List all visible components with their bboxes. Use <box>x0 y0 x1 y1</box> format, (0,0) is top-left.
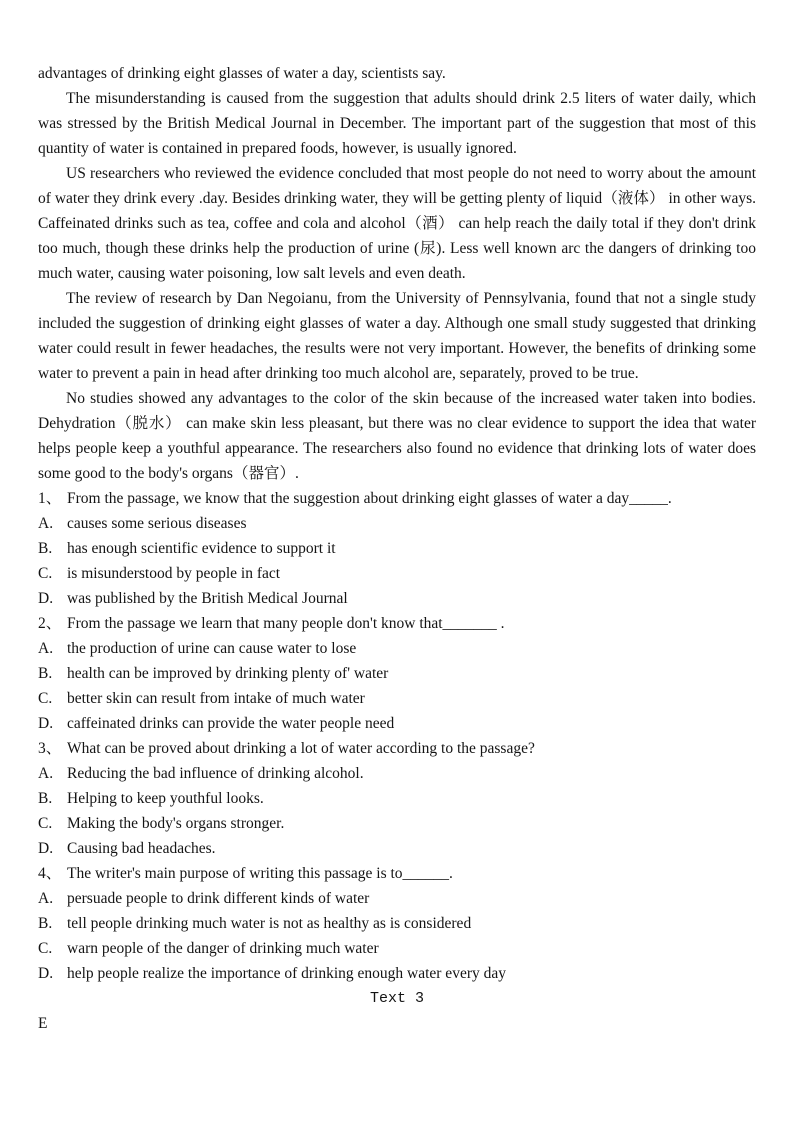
option-row <box>38 511 756 536</box>
option-text: Reducing the bad influence of drinking alcohol. <box>67 765 364 782</box>
question-stem <box>38 861 756 886</box>
question-stem-text: What can be proved about drinking a lot of water according to the passage? <box>67 740 535 757</box>
option-label: B. <box>38 915 53 932</box>
questions-section <box>38 486 756 986</box>
option-row <box>38 686 756 711</box>
option-text: warn people of the danger of drinking much water <box>67 940 379 957</box>
option-text: better skin can result from intake of much water <box>67 690 365 707</box>
passage-paragraph: The misunderstanding is caused from the suggestion that adults should drink 2.5 liters of water daily, which was stressed by the British Medical Journal in December. The important part of the suggestion that most of this quantity of water is contained in prepared foods, however, is usually ignored. <box>38 90 756 157</box>
option-label: B. <box>38 790 53 807</box>
option-label: C. <box>38 815 53 832</box>
question-number: 3、 <box>38 740 62 757</box>
option-row <box>38 711 756 736</box>
option-text: health can be improved by drinking plenty of' water <box>67 665 389 682</box>
option-label: C. <box>38 565 53 582</box>
option-label: A. <box>38 640 54 657</box>
option-text: persuade people to drink different kinds of water <box>67 890 370 907</box>
option-label: B. <box>38 540 53 557</box>
option-row <box>38 836 756 861</box>
option-row <box>38 886 756 911</box>
option-text: has enough scientific evidence to support it <box>67 540 336 557</box>
option-text: Causing bad headaches. <box>67 840 216 857</box>
option-label: C. <box>38 690 53 707</box>
reading-passage <box>38 61 756 486</box>
section-label: Text 3 <box>369 990 424 1007</box>
question-number: 1、 <box>38 490 62 507</box>
option-text: causes some serious diseases <box>67 515 247 532</box>
option-row <box>38 911 756 936</box>
passage-paragraph: The review of research by Dan Negoianu, from the University of Pennsylvania, found that not a single study included the suggestion of drinking eight glasses of water a day. Although one small study suggested that drinking water could result in fewer headaches, the results were not very important. However, the benefits of drinking some water to prevent a pain in head after drinking too much alcohol are, separately, proved to be true. <box>38 290 756 382</box>
option-text: Making the body's organs stronger. <box>67 815 285 832</box>
question-stem <box>38 736 756 761</box>
option-row <box>38 636 756 661</box>
option-text: the production of urine can cause water to lose <box>67 640 357 657</box>
option-label: D. <box>38 590 54 607</box>
option-text: was published by the British Medical Journal <box>67 590 348 607</box>
question-stem <box>38 611 756 636</box>
option-text: is misunderstood by people in fact <box>67 565 281 582</box>
option-label: A. <box>38 765 54 782</box>
question-stem <box>38 486 756 511</box>
option-row <box>38 761 756 786</box>
page-marker: E <box>38 1015 48 1032</box>
option-label: C. <box>38 940 53 957</box>
option-label: D. <box>38 715 54 732</box>
option-row <box>38 936 756 961</box>
option-label: A. <box>38 890 54 907</box>
option-row <box>38 661 756 686</box>
question-stem-text: From the passage we learn that many people don't know that_______ . <box>67 615 505 632</box>
option-row <box>38 961 756 986</box>
passage-paragraph: No studies showed any advantages to the color of the skin because of the increased water taken into bodies. Dehydration（脱水） can make skin less pleasant, but there was no clear evidence to support the idea that water helps people keep a youthful appearance. The researchers also found no evidence that drinking lots of water does some good to the body's organs（器官）. <box>38 390 756 482</box>
passage-paragraph: US researchers who reviewed the evidence concluded that most people do not need to worry about the amount of water they drink every .day. Besides drinking water, they will be getting plenty of liquid（液体） in other ways. Caffeinated drinks such as tea, coffee and cola and alcohol（酒） can help reach the daily total if they don't drink too much, though these drinks help the production of urine (尿). Less well known arc the dangers of drinking too much water, causing water poisoning, low salt levels and even death. <box>38 165 756 282</box>
option-row <box>38 586 756 611</box>
option-row <box>38 786 756 811</box>
option-row <box>38 811 756 836</box>
option-text: Helping to keep youthful looks. <box>67 790 264 807</box>
question-number: 2、 <box>38 615 62 632</box>
question-stem-text: The writer's main purpose of writing this passage is to______. <box>67 865 453 882</box>
option-text: help people realize the importance of drinking enough water every day <box>67 965 506 982</box>
option-text: caffeinated drinks can provide the water people need <box>67 715 395 732</box>
option-label: D. <box>38 965 54 982</box>
option-label: D. <box>38 840 54 857</box>
option-label: A. <box>38 515 54 532</box>
question-stem-text: From the passage, we know that the suggestion about drinking eight glasses of water a day_____. <box>67 490 672 507</box>
option-row <box>38 561 756 586</box>
question-number: 4、 <box>38 865 62 882</box>
option-text: tell people drinking much water is not as healthy as is considered <box>67 915 472 932</box>
passage-paragraph: advantages of drinking eight glasses of water a day, scientists say. <box>38 65 446 82</box>
option-row <box>38 536 756 561</box>
option-label: B. <box>38 665 53 682</box>
